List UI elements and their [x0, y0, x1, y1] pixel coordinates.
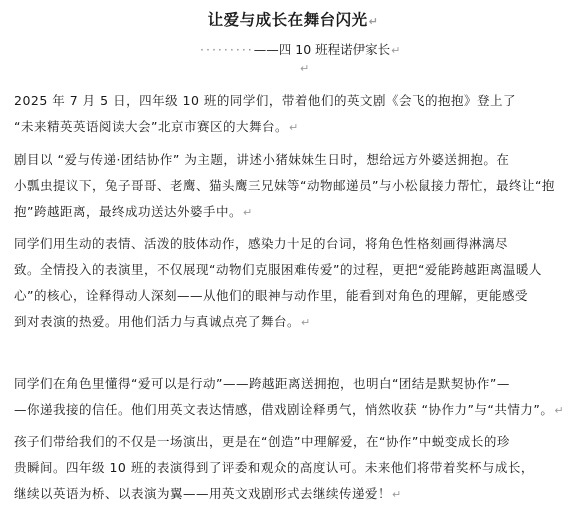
line-text: 致。全情投入的表演里，不仅展现“动物们克服困难传爱”的过程，更把“爱能跨越距离温暖人: [14, 262, 542, 277]
paragraph-mark-icon: ↵: [288, 121, 299, 134]
paragraph-3-line-4: [14, 313, 311, 332]
line-text: —你递我接的信任。他们用英文表达情感，借戏剧诠释勇气，悄然收获 “协作力”与“共情力”。: [14, 402, 554, 417]
paragraph-5-line-1: [14, 433, 510, 451]
blank-line-mark-icon: ↵: [300, 62, 310, 75]
paragraph-3-line-1: [14, 235, 508, 253]
byline-text: ——四 10 班程诺伊家长: [253, 42, 391, 57]
document-title: 让爱与成长在舞台闪光↵: [207, 11, 379, 29]
paragraph-mark-icon: ↵: [554, 404, 565, 417]
paragraph-3-line-3: [14, 287, 528, 305]
paragraph-mark-icon: ↵: [392, 488, 402, 501]
line-text: 贵瞬间。四年级 10 班的表演得到了评委和观众的高度认可。未来他们将带着奖杯与成长，: [14, 460, 534, 475]
line-text: 孩子们带给我们的不仅是一场演出，更是在“创造”中理解爱，在“协作”中蜕变成长的珍: [14, 434, 510, 449]
paragraph-4-line-1: [14, 375, 510, 393]
line-text: 同学们用生动的表情、活泼的肢体动作，感染力十足的台词，将角色性格刻画得淋漓尽: [14, 236, 509, 251]
line-text: 继续以英语为桥、以表演为翼——用英文戏剧形式去继续传递爱！: [14, 486, 392, 501]
line-text: 同学们在角色里懂得“爱可以是行动”——跨越距离送拥抱，也明白“团结是默契协作”—: [14, 376, 510, 391]
paragraph-2-line-3: [14, 203, 253, 222]
paragraph-5-line-2: [14, 459, 534, 477]
paragraph-2-line-2: [14, 177, 555, 195]
byline: [200, 41, 400, 60]
line-text: “未来精英英语阅读大会”北京市赛区的大舞台。: [14, 119, 288, 134]
line-text: 剧目以 “爱与传递·团结协作” 为主题，讲述小猪妹妹生日时，想给远方外婆送拥抱。在: [14, 152, 510, 167]
paragraph-3-line-2: [14, 261, 542, 279]
line-text: 到对表演的热爱。用他们活力与真诚点亮了舞台。: [14, 314, 301, 329]
paragraph-1-line-2: [14, 118, 299, 137]
byline-dots: ·········: [200, 42, 254, 57]
paragraph-2-line-1: [14, 151, 509, 169]
line-text: 抱”跨越距离，最终成功送达外婆手中。: [14, 204, 242, 219]
paragraph-mark-icon: ↵: [391, 44, 401, 57]
paragraph-mark-icon: ↵: [242, 206, 253, 219]
line-text: 小瓢虫提议下，兔子哥哥、老鹰、猫头鹰三兄妹等“动物邮递员”与小松鼠接力帮忙，最终让“抱: [14, 178, 555, 193]
line-text: 2025 年 7 月 5 日，四年级 10 班的同学们，带着他们的英文剧《会飞的抱抱》登上了: [14, 93, 516, 108]
paragraph-5-line-3: [14, 485, 402, 504]
line-text: 心”的核心，诠释得动人深刻——从他们的眼神与动作里，能看到对角色的理解，更能感受: [14, 288, 528, 303]
paragraph-4-line-2: [14, 401, 564, 420]
paragraph-mark-icon: ↵: [368, 15, 379, 28]
paragraph-mark-icon: ↵: [301, 316, 311, 329]
paragraph-1-line-1: [14, 92, 516, 110]
